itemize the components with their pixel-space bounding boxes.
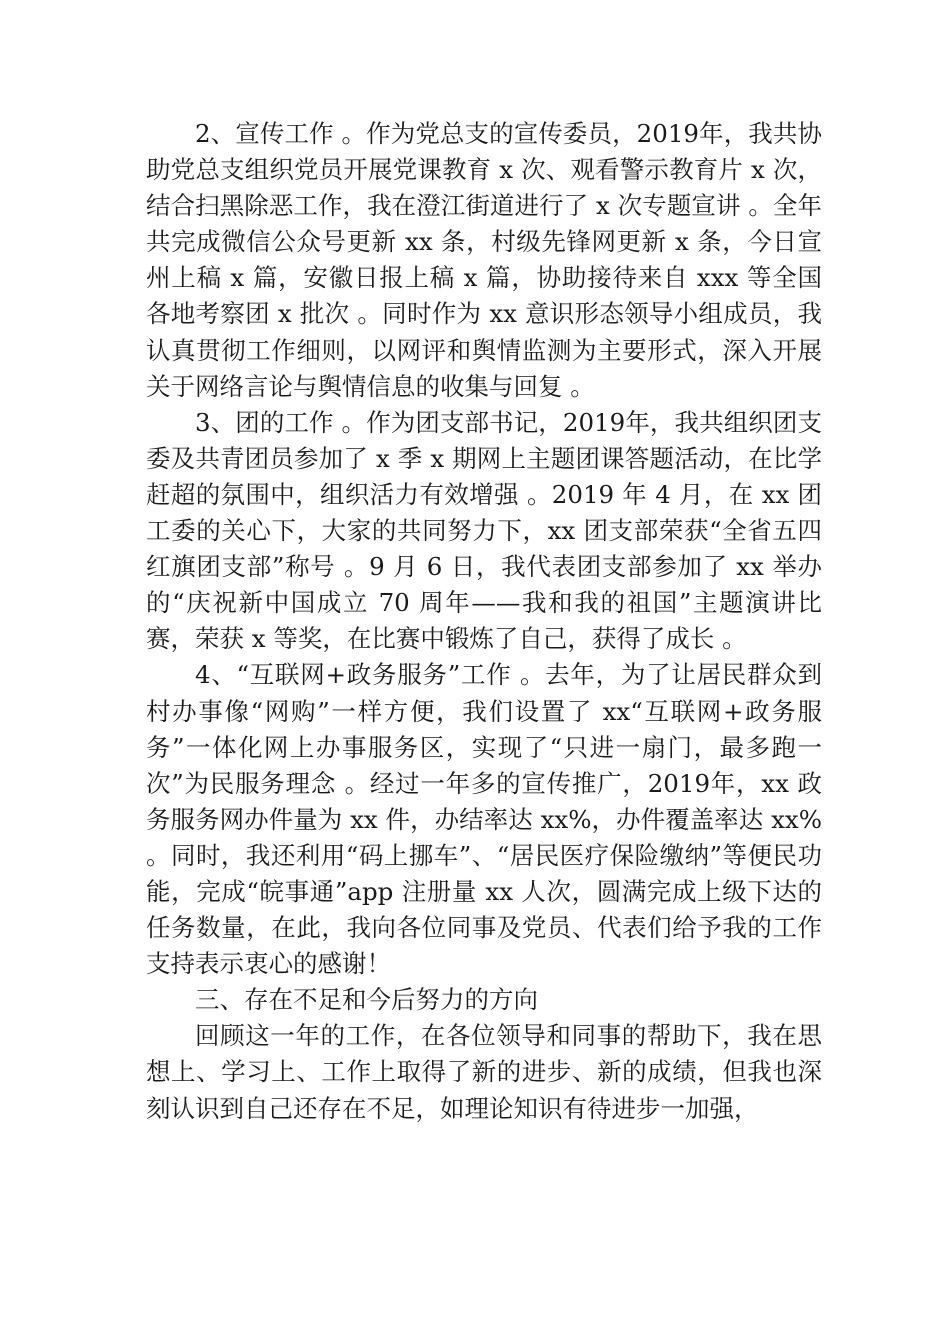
paragraph-internet-services-work: 4、“互联网+政务服务”工作 。去年，为了让居民群众到村办事像“网购”一样方便，我们设置了 xx“互联网+政务服务”一体化网上办事服务区，实现了“只进一扇门，最多跑一次”为民服务理念 。经过一年多的宣传推广，2019年，xx 政务服务网办件量为 xx 件，办结率达 xx%，办件覆盖率达 xx% 。同时，我还利用“码上挪车”、“居民医疗保险缴纳”等便民功能，完成“皖事通”app 注册量 xx 人次，圆满完成上级下达的任务数量，在此，我向各位同事及党员、代表们给予我的工作支持表示衷心的感谢！	[146, 660, 822, 979]
section-heading: 三、存在不足和今后努力的方向	[195, 985, 538, 1015]
paragraph-publicity-work: 2、宣传工作 。作为党总支的宣传委员，2019年，我共协助党总支组织党员开展党课教育 x 次、观看警示教育片 x 次，结合扫黑除恶工作，我在澄江街道进行了 x 次专题宣讲 。全年共完成微信公众号更新 xx 条，村级先锋网更新 x 条，今日宣州上稿 x 篇，安徽日报上稿 x 篇，协助接待来自 xxx 等全国各地考察团 x 批次 。同时作为 xx 意识形态领导小组成员，我认真贯彻工作细则，以网评和舆情监测为主要形式，深入开展关于网络言论与舆情信息的收集与回复 。	[146, 119, 822, 401]
document-page	[146, 116, 822, 1127]
paragraph-league-work: 3、团的工作 。作为团支部书记，2019年，我共组织团支委及共青团员参加了 x 季 x 期网上主题团课答题活动，在比学赶超的氛围中，组织活力有效增强 。2019 年 4 月，在 xx 团工委的关心下，大家的共同努力下，xx 团支部荣获“全省五四红旗团支部”称号 。9 月 6 日，我代表团支部参加了 xx 举办的“庆祝新中国成立 70 周年——我和我的祖国”主题演讲比赛，荣获 x 等奖，在比赛中锻炼了自己，获得了成长 。	[146, 407, 822, 654]
paragraph-review: 回顾这一年的工作，在各位领导和同事的帮助下，我在思想上、学习上、工作上取得了新的进步、新的成绩，但我也深刻认识到自己还存在不足，如理论知识有待进步一加强，	[146, 1021, 822, 1123]
